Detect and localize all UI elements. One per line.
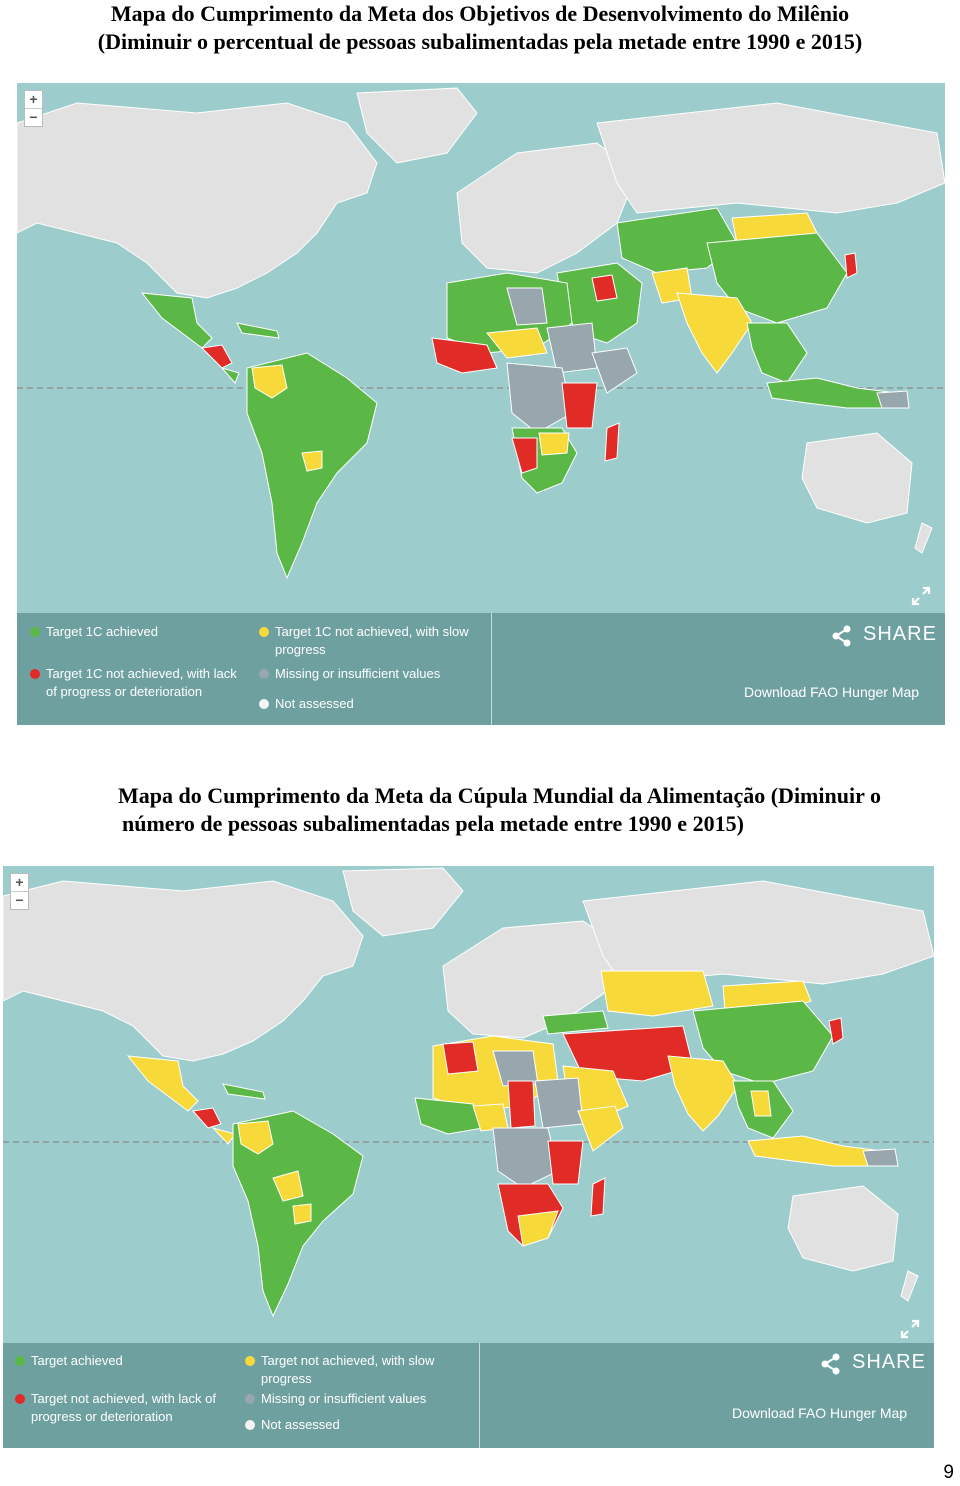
paraguay-shape xyxy=(293,1204,311,1224)
mdg-hunger-map[interactable] xyxy=(17,83,945,725)
green-dot-icon xyxy=(30,627,40,637)
expand-icon[interactable] xyxy=(899,1318,921,1340)
legend-not-achieved-label: Target not achieved, with lack of progress or deterioration xyxy=(31,1391,216,1424)
legend-missing-label: Missing or insufficient values xyxy=(261,1391,427,1406)
map2-title xyxy=(0,782,960,838)
map-legend xyxy=(17,613,945,725)
world-map-2[interactable] xyxy=(3,866,934,1343)
share-icon xyxy=(831,625,853,647)
map2-title-line2: número de pessoas subalimentadas pela metade entre 1990 e 2015) xyxy=(122,811,744,836)
zoom-in-button[interactable]: + xyxy=(29,91,38,107)
east-africa-shape xyxy=(548,1141,583,1184)
png-shape xyxy=(863,1149,898,1166)
png-shape xyxy=(877,391,909,408)
legend-divider xyxy=(491,613,492,725)
korea-shape xyxy=(845,253,857,278)
legend-missing xyxy=(275,665,485,683)
red-dot-icon xyxy=(15,1394,25,1404)
legend-achieved-label: Target achieved xyxy=(31,1353,123,1368)
page-number: 9 xyxy=(943,1462,954,1483)
kazakhstan-shape xyxy=(601,971,713,1016)
download-link[interactable]: Download FAO Hunger Map xyxy=(744,684,920,700)
madagascar-shape xyxy=(591,1178,605,1216)
map-legend xyxy=(3,1343,934,1448)
expand-icon[interactable] xyxy=(910,585,932,607)
legend-slow xyxy=(275,623,485,659)
legend-not-assessed-label: Not assessed xyxy=(275,696,354,711)
zoom-control xyxy=(24,90,43,127)
red-dot-icon xyxy=(30,669,40,679)
zoom-control xyxy=(10,873,29,910)
algeria-shape xyxy=(443,1042,478,1074)
chad-shape xyxy=(508,1081,535,1128)
sudan-shape xyxy=(535,1078,583,1128)
share-button[interactable] xyxy=(852,1351,926,1374)
green-dot-icon xyxy=(15,1356,25,1366)
legend-missing-label: Missing or insufficient values xyxy=(275,666,441,681)
iraq-shape xyxy=(592,275,617,301)
legend-achieved xyxy=(31,1352,231,1370)
legend-not-achieved xyxy=(46,665,246,701)
legend-not-achieved-label: Target 1C not achieved, with lack of progress or deterioration xyxy=(46,666,237,699)
zoom-out-button[interactable]: − xyxy=(25,108,42,126)
wfs-hunger-map[interactable] xyxy=(3,866,934,1448)
map1-title xyxy=(0,0,960,56)
yellow-dot-icon xyxy=(245,1356,255,1366)
legend-achieved xyxy=(46,623,246,641)
madagascar-shape xyxy=(605,423,619,461)
zoom-out-button[interactable]: − xyxy=(11,891,28,909)
legend-not-assessed xyxy=(261,1416,471,1434)
map2-title-line1: Mapa do Cumprimento da Meta da Cúpula Mundial da Alimentação (Diminuir o xyxy=(118,783,881,808)
white-dot-icon xyxy=(259,699,269,709)
share-icon xyxy=(820,1353,842,1375)
white-dot-icon xyxy=(245,1420,255,1430)
legend-not-assessed xyxy=(275,695,485,713)
grey-dot-icon xyxy=(259,669,269,679)
legend-divider xyxy=(479,1343,480,1448)
legend-achieved-label: Target 1C achieved xyxy=(46,624,159,639)
yellow-dot-icon xyxy=(259,627,269,637)
east-africa-shape xyxy=(562,383,597,428)
map1-title-line1: Mapa do Cumprimento da Meta dos Objetivos de Desenvolvimento do Milênio xyxy=(110,1,850,26)
legend-not-achieved xyxy=(31,1390,231,1426)
legend-slow-label: Target not achieved, with slow progress xyxy=(261,1353,435,1386)
map1-title-line2: (Diminuir o percentual de pessoas subalimentadas pela metade entre 1990 e 2015) xyxy=(97,29,863,54)
legend-missing xyxy=(261,1390,471,1408)
share-label: SHARE xyxy=(852,1351,926,1373)
world-map-1[interactable] xyxy=(17,83,945,613)
download-link[interactable]: Download FAO Hunger Map xyxy=(732,1405,908,1421)
share-button[interactable] xyxy=(863,623,937,646)
zoom-in-button[interactable]: + xyxy=(15,874,24,890)
legend-slow-label: Target 1C not achieved, with slow progress xyxy=(275,624,469,657)
legend-slow xyxy=(261,1352,461,1388)
thailand-shape xyxy=(751,1091,771,1116)
zambia-shape xyxy=(539,433,569,455)
grey-dot-icon xyxy=(245,1394,255,1404)
share-label: SHARE xyxy=(863,623,937,645)
legend-not-assessed-label: Not assessed xyxy=(261,1417,340,1432)
